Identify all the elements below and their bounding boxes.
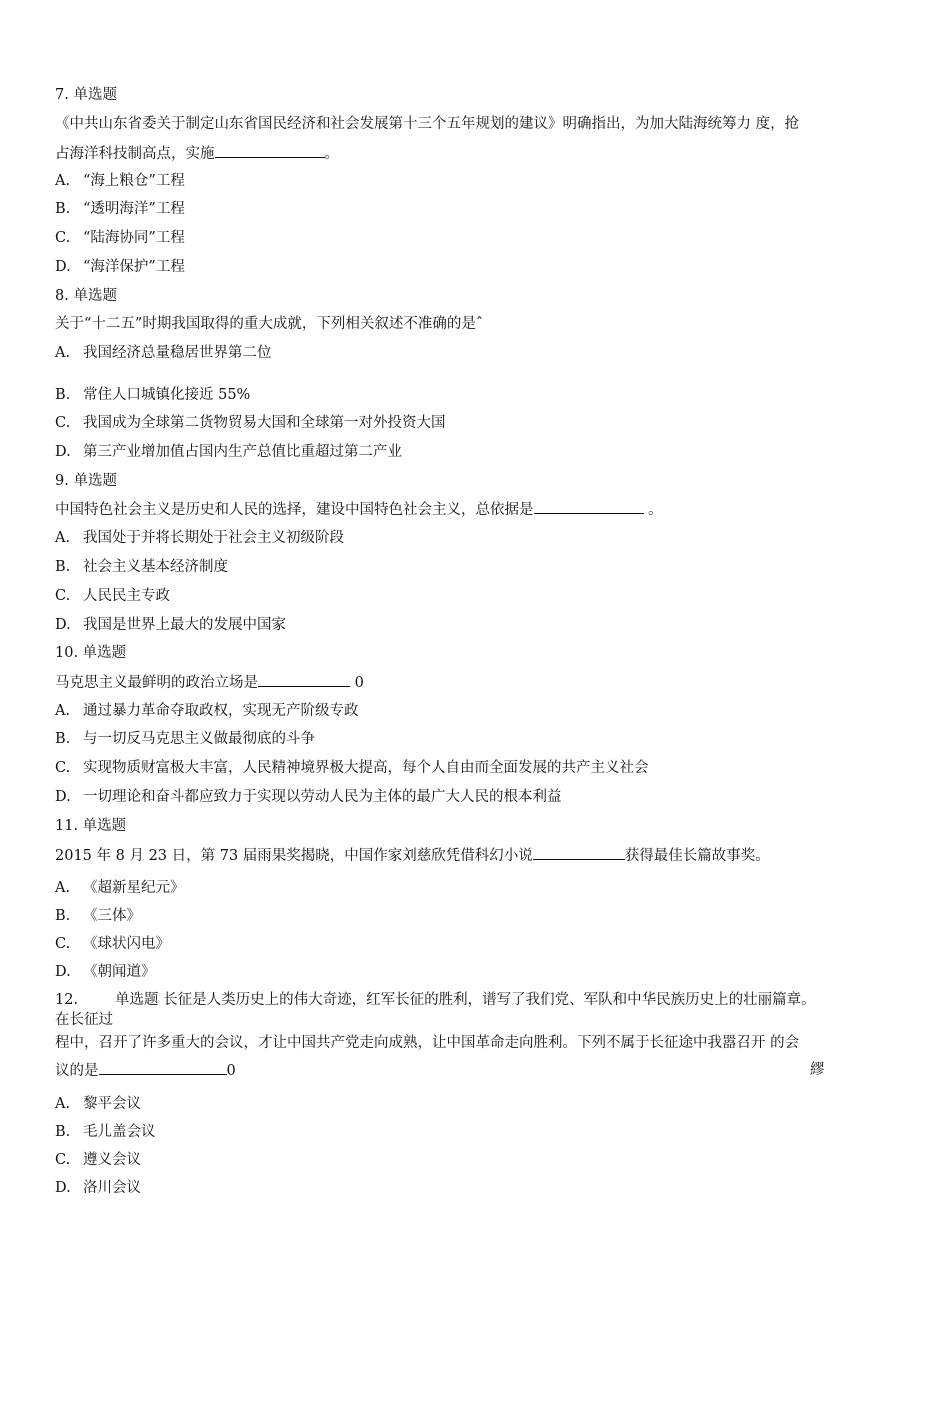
option-key: B. [55, 731, 71, 747]
text: 议的是 [55, 1063, 99, 1079]
question-header: 7. 单选题 [55, 87, 117, 103]
text: 获得最佳长篇故事奖。 [624, 848, 770, 864]
option-key: D. [55, 617, 71, 633]
option-text: 《球状闪电》 [83, 936, 170, 952]
question-text [55, 845, 770, 866]
option-c [55, 934, 170, 954]
option-c [55, 1150, 141, 1170]
option-b [55, 557, 228, 577]
option-text: 我国处于并将长期处于社会主义初级阶段 [83, 530, 344, 546]
option-d [55, 787, 562, 807]
question-header: 9. 单选题 [55, 473, 117, 489]
option-key: D. [55, 789, 71, 805]
option-key: C. [55, 415, 71, 431]
option-key: D. [55, 1180, 71, 1196]
question-text: 关于“十二五”时期我国取得的重大成就，下列相关叙述不准确的是ˆ [55, 316, 484, 332]
option-a [55, 1094, 141, 1114]
option-key: A. [55, 703, 71, 719]
option-b [55, 1122, 156, 1142]
question-text [55, 672, 364, 693]
option-text: 黎平会议 [83, 1096, 141, 1112]
option-text: 通过暴力革命夺取政权，实现无产阶级专政 [83, 703, 359, 719]
option-c [55, 586, 170, 606]
answer-blank [99, 1060, 227, 1075]
option-text: “海洋保护”工程 [83, 259, 185, 275]
question-header [55, 990, 816, 1010]
option-key: A. [55, 173, 71, 189]
option-key: C. [55, 1152, 71, 1168]
option-text: “陆海协同”工程 [83, 230, 185, 246]
option-key: C. [55, 230, 71, 246]
option-text: 与一切反马克思主义做最彻底的斗争 [83, 731, 315, 747]
option-text: 一切理论和奋斗都应致力于实现以劳动人民为主体的最广大人民的根本利益 [83, 789, 562, 805]
option-key: C. [55, 760, 71, 776]
option-key: A. [55, 345, 71, 361]
answer-blank [534, 499, 644, 514]
option-text: 《超新星纪元》 [83, 880, 185, 896]
option-text: 常住人口城镇化接近 55% [83, 387, 251, 403]
option-a [55, 171, 185, 191]
option-text: 遵义会议 [83, 1152, 141, 1168]
option-text: 第三产业增加值占国内生产总值比重超过第二产业 [83, 444, 402, 460]
option-d [55, 615, 286, 635]
option-key: B. [55, 559, 71, 575]
stray-mark: 繆 [810, 1062, 825, 1078]
text: 占海洋科技制高点，实施 [55, 146, 215, 162]
option-text: 《朝闻道》 [83, 964, 156, 980]
question-text [55, 143, 339, 164]
option-a [55, 528, 344, 548]
text: 。 [643, 502, 663, 518]
answer-blank [215, 143, 325, 158]
option-key: C. [55, 588, 71, 604]
question-header: 8. 单选题 [55, 288, 117, 304]
option-key: B. [55, 1124, 71, 1140]
question-text: 单选题 长征是人类历史上的伟大奇迹，红军长征的胜利，谱写了我们党、军队和中华民族历史上的壮丽篇章。 [115, 992, 816, 1008]
option-b [55, 729, 315, 749]
question-text: 在长征过 [55, 1012, 113, 1028]
option-a [55, 878, 185, 898]
question-text: 程中，召开了许多重大的会议，才让中国共产党走向成熟，让中国革命走向胜利。下列不属于长征途中我嚣召开 的会 [55, 1035, 800, 1051]
option-text: “海上粮仓”工程 [83, 173, 185, 189]
option-text: 人民民主专政 [83, 588, 170, 604]
option-b [55, 385, 250, 405]
option-key: C. [55, 936, 71, 952]
option-d [55, 962, 156, 982]
option-text: 我国是世界上最大的发展中国家 [83, 617, 286, 633]
option-key: A. [55, 1096, 71, 1112]
option-key: B. [55, 201, 71, 217]
option-key: D. [55, 964, 71, 980]
question-text [55, 499, 663, 520]
question-header: 10. 单选题 [55, 645, 127, 661]
text: 马克思主义最鲜明的政治立场是 [55, 675, 258, 691]
option-key: B. [55, 387, 71, 403]
text: 0 [226, 1063, 236, 1079]
option-d [55, 442, 402, 462]
question-header: 11. 单选题 [55, 818, 127, 834]
option-c [55, 413, 446, 433]
question-text: 《中共山东省委关于制定山东省国民经济和社会发展第十三个五年规划的建议》明确指出，为加大陆海统筹力 度，抢 [55, 116, 800, 132]
option-a [55, 343, 272, 363]
option-text: 我国经济总量稳居世界第二位 [83, 345, 272, 361]
option-d [55, 257, 185, 277]
option-text: 毛儿盖会议 [83, 1124, 156, 1140]
option-c [55, 228, 185, 248]
option-text: 《三体》 [83, 908, 141, 924]
option-b [55, 199, 185, 219]
option-text: 洛川会议 [83, 1180, 141, 1196]
option-key: A. [55, 530, 71, 546]
question-text [55, 1060, 236, 1081]
option-d [55, 1178, 141, 1198]
text: 0 [350, 675, 364, 691]
option-text: “透明海洋”工程 [83, 201, 185, 217]
option-key: D. [55, 444, 71, 460]
option-text: 实现物质财富极大丰富，人民精神境界极大提高，每个人自由而全面发展的共产主义社会 [83, 760, 649, 776]
option-key: D. [55, 259, 71, 275]
answer-blank [258, 672, 350, 687]
question-number: 12. [55, 992, 79, 1008]
text: 2015 年 8 月 23 日，第 73 届雨果奖揭晓，中国作家刘慈欣凭借科幻小说 [55, 848, 533, 864]
option-text: 我国成为全球第二货物贸易大国和全球第一对外投资大国 [83, 415, 446, 431]
option-key: A. [55, 880, 71, 896]
option-a [55, 701, 359, 721]
answer-blank [533, 845, 625, 860]
option-b [55, 906, 141, 926]
option-key: B. [55, 908, 71, 924]
text: 。 [324, 146, 339, 162]
option-text: 社会主义基本经济制度 [83, 559, 228, 575]
option-c [55, 758, 649, 778]
text: 中国特色社会主义是历史和人民的选择，建设中国特色社会主义，总依据是 [55, 502, 534, 518]
